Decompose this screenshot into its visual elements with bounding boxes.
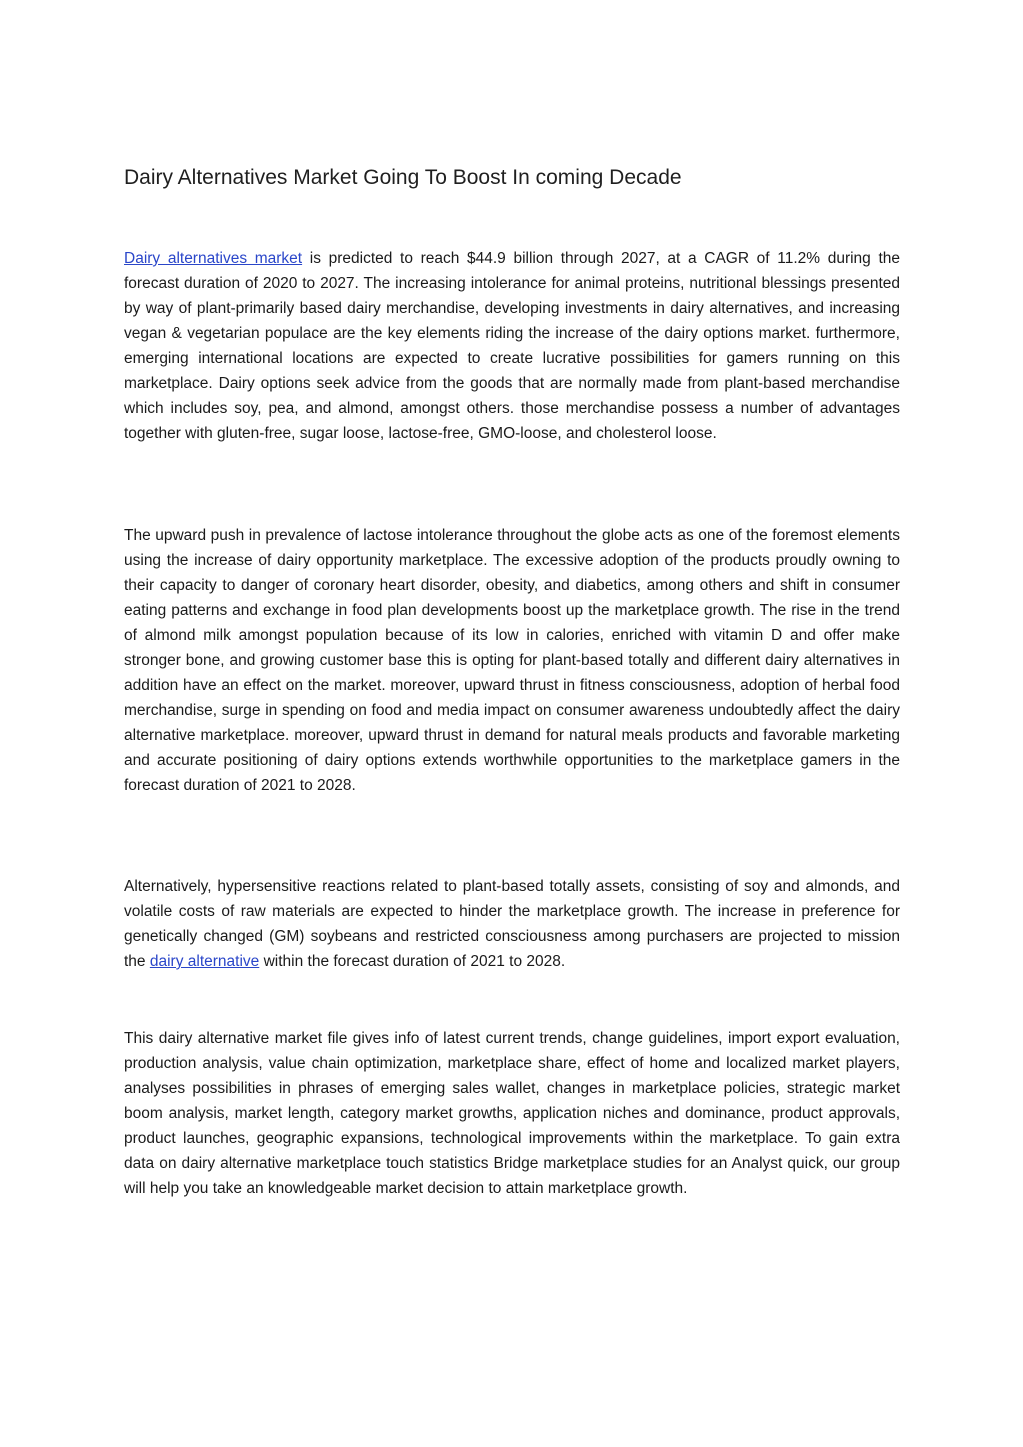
dairy-alternative-link[interactable]: dairy alternative: [149, 953, 260, 970]
paragraph-report-scope: This dairy alternative market file gives info of latest current trends, change guidelines, import export evaluation, production analysis, value chain optimization, marketplace share, effect of home and localized market players, analyses possibilities in phrases of emerging sales wallet, changes in marketplace policies, strategic market boom analysis, market length, category market growths, application niches and dominance, product approvals, product launches, geographic expansions, technological improvements within the marketplace. To gain extra data on dairy alternative marketplace touch statistics Bridge marketplace studies for an Analyst quick, our group will help you take an knowledgeable market decision to attain marketplace growth.: [124, 1030, 900, 1197]
document-title: Dairy Alternatives Market Going To Boost In coming Decade: [124, 166, 682, 189]
paragraph-restraints-text-after: within the forecast duration of 2021 to 2028.: [259, 953, 566, 970]
paragraph-intro: [124, 246, 900, 446]
dairy-alternatives-market-link[interactable]: Dairy alternatives market: [124, 250, 303, 267]
paragraph-intro-text: is predicted to reach $44.9 billion through 2027, at a CAGR of 11.2% during the forecast duration of 2020 to 2027. The increasing intolerance for animal proteins, nutritional blessings presented by way of plant-primarily based dairy merchandise, developing investments in dairy alternatives, and increasing vegan & vegetarian populace are the key elements riding the increase of the dairy options market. furthermore, emerging international locations are expected to create lucrative possibilities for gamers running on this marketplace. Dairy options seek advice from the goods that are normally made from plant-based merchandise which includes soy, pea, and almond, amongst others. those merchandise possess a number of advantages together with gluten-free, sugar loose, lactose-free, GMO-loose, and cholesterol loose.: [124, 250, 900, 442]
paragraph-restraints-text-before: Alternatively, hypersensitive reactions related to plant-based totally assets, consisting of soy and almonds, and volatile costs of raw materials are expected to hinder the marketplace growth. The increase in preference for genetically changed (GM) soybeans and restricted consciousness among purchasers are projected to mission the: [124, 878, 900, 970]
paragraph-drivers: The upward push in prevalence of lactose intolerance throughout the globe acts as one of the foremost elements using the increase of dairy opportunity marketplace. The excessive adoption of the products proudly owning to their capacity to danger of coronary heart disorder, obesity, and diabetics, among others and shift in consumer eating patterns and exchange in food plan developments boost up the marketplace growth. The rise in the trend of almond milk amongst population because of its low in calories, enriched with vitamin D and offer make stronger bone, and growing customer base this is opting for plant-based totally and different dairy alternatives in addition have an effect on the market. moreover, upward thrust in fitness consciousness, adoption of herbal food merchandise, surge in spending on food and media impact on consumer awareness undoubtedly affect the dairy alternative marketplace. moreover, upward thrust in demand for natural meals products and favorable marketing and accurate positioning of dairy options extends worthwhile opportunities to the marketplace gamers in the forecast duration of 2021 to 2028.: [124, 527, 900, 794]
paragraph-restraints: [124, 874, 900, 974]
